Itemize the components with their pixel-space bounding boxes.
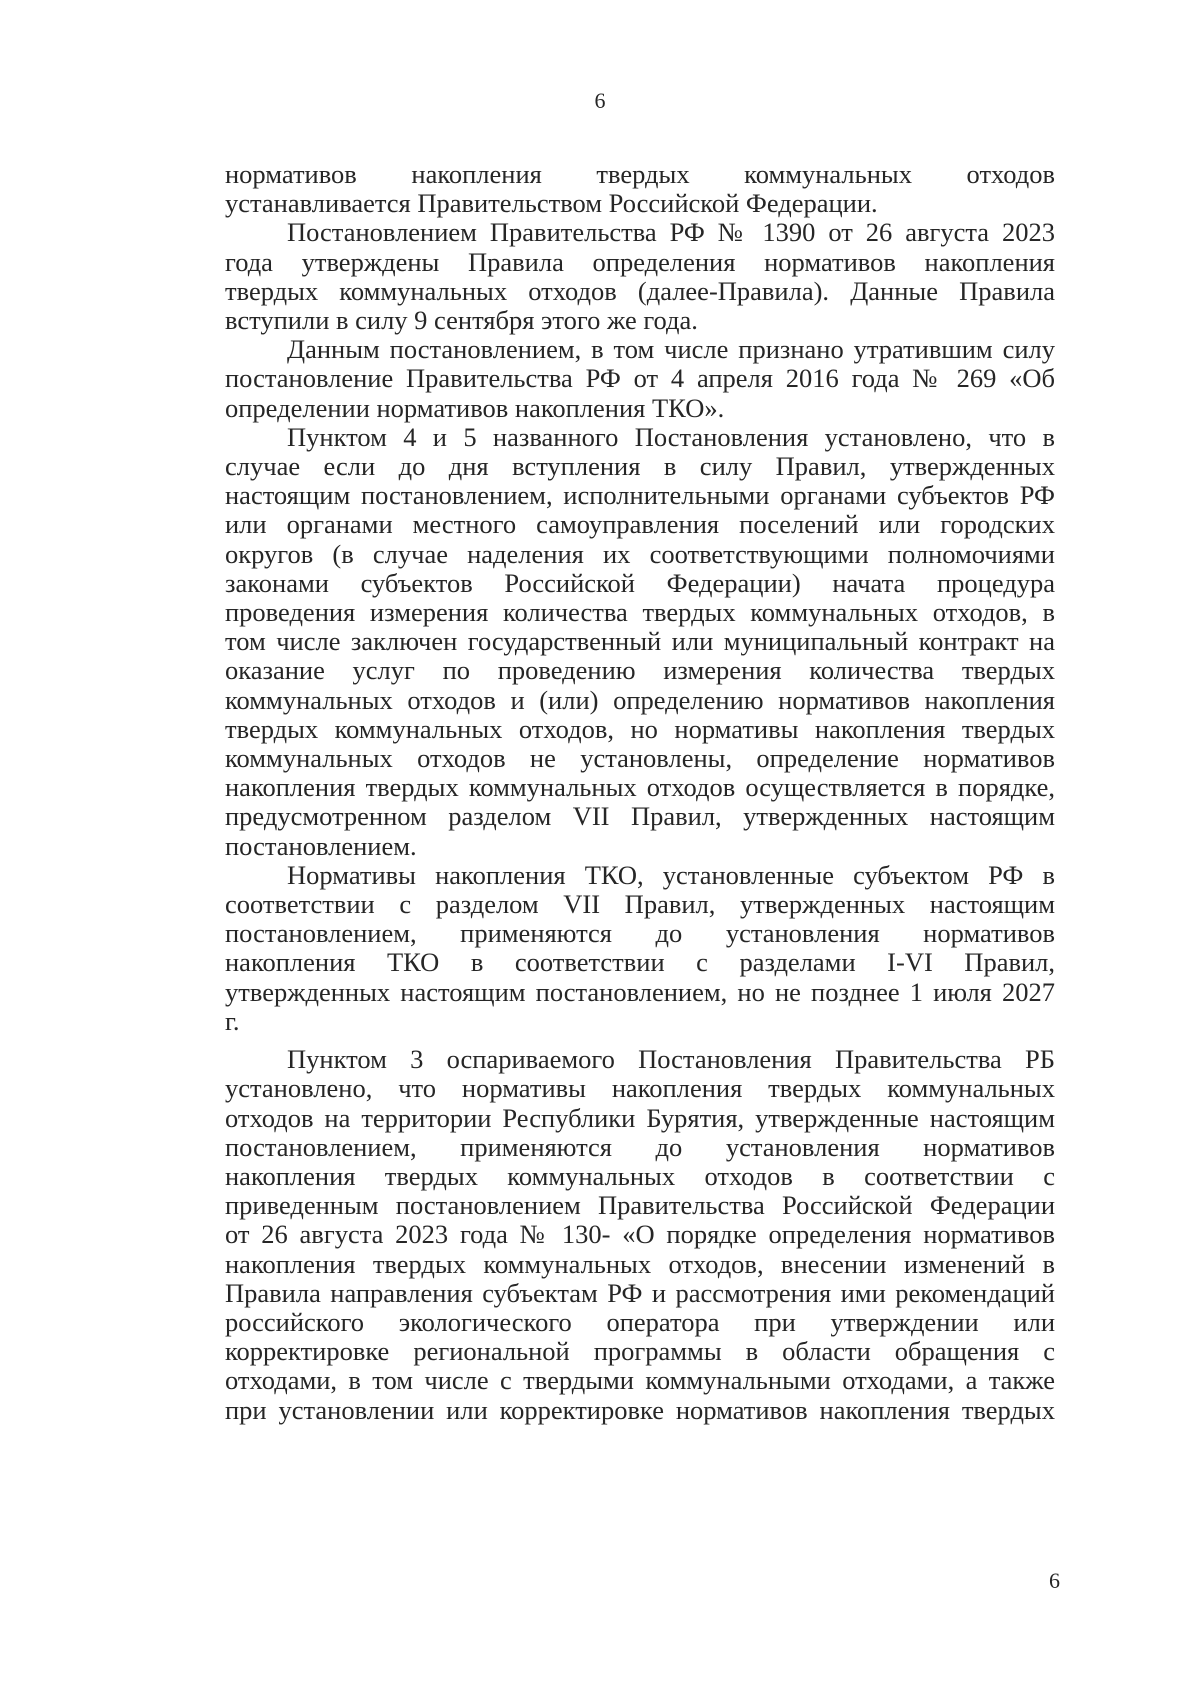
body-line: отходами, в том числе с твердыми коммунальными отходами, а также [225, 1365, 1055, 1396]
body-line: Пунктом 3 оспариваемого Постановления Правительства РБ [287, 1044, 1055, 1075]
body-line: или органами местного самоуправления поселений или городских [225, 509, 1055, 540]
body-line: российского экологического оператора при утверждении или [225, 1306, 1055, 1337]
body-line: накопления твердых коммунальных отходов осуществляется в порядке, [225, 772, 1055, 803]
body-line: предусмотренном разделом VII Правил, утвержденных настоящим [225, 801, 1055, 832]
body-line: постановлением. [225, 830, 417, 861]
body-line: накопления ТКО в соответствии с разделами I-VI Правил, [225, 947, 1055, 978]
body-line: твердых коммунальных отходов (далее-Правила). Данные Правила [225, 275, 1055, 306]
body-line: постановление Правительства РФ от 4 апреля 2016 года № 269 «Об [225, 363, 1055, 394]
body-line: проведения измерения количества твердых коммунальных отходов, в [225, 597, 1055, 628]
body-line: соответствии с разделом VII Правил, утвержденных настоящим [225, 889, 1055, 920]
body-line: том числе заключен государственный или муниципальный контракт на [225, 626, 1055, 657]
page-number-bottom: 6 [1049, 1568, 1060, 1593]
body-line: постановлением, применяются до установления нормативов [225, 1131, 1055, 1162]
body-line: установлено, что нормативы накопления твердых коммунальных [225, 1073, 1055, 1104]
body-line: устанавливается Правительством Российской Федерации. [225, 188, 878, 219]
page-number-top: 6 [594, 88, 606, 113]
body-line: настоящим постановлением, исполнительными органами субъектов РФ [225, 480, 1055, 511]
body-line: Постановлением Правительства РФ № 1390 от 26 августа 2023 [287, 217, 1055, 248]
body-line: нормативов накопления твердых коммунальных отходов [225, 159, 1055, 189]
body-line: Данным постановлением, в том числе признано утратившим силу [287, 334, 1055, 365]
body-line: вступили в силу 9 сентября этого же года. [225, 305, 698, 336]
document-body [225, 160, 1055, 1425]
body-line: Нормативы накопления ТКО, установленные субъектом РФ в [287, 859, 1055, 890]
body-line: отходов на территории Республики Бурятия, утвержденные настоящим [225, 1102, 1055, 1133]
body-line: корректировке региональной программы в области обращения с [225, 1336, 1055, 1367]
body-line: случае если до дня вступления в силу Правил, утвержденных [225, 451, 1055, 482]
body-line: определении нормативов накопления ТКО». [225, 392, 725, 423]
body-line: твердых коммунальных отходов, но нормативы накопления твердых [225, 713, 1055, 744]
body-line: от 26 августа 2023 года № 130- «О порядке определения нормативов [225, 1219, 1055, 1250]
body-line: постановлением, применяются до установления нормативов [225, 918, 1055, 949]
body-line: Пунктом 4 и 5 названного Постановления установлено, что в [287, 421, 1055, 452]
body-line: накопления твердых коммунальных отходов в соответствии с [225, 1160, 1055, 1191]
body-line: коммунальных отходов не установлены, определение нормативов [225, 743, 1055, 774]
body-line: приведенным постановлением Правительства Российской Федерации [225, 1190, 1055, 1221]
body-line: коммунальных отходов и (или) определению нормативов накопления [225, 684, 1055, 715]
body-line: года утверждены Правила определения нормативов накопления [225, 246, 1055, 277]
body-line: округов (в случае наделения их соответствующими полномочиями [225, 538, 1055, 569]
body-line: оказание услуг по проведению измерения количества твердых [225, 655, 1055, 686]
body-line: законами субъектов Российской Федерации) начата процедура [225, 567, 1055, 598]
body-line: накопления твердых коммунальных отходов, внесении изменений в [225, 1248, 1055, 1279]
body-line: г. [225, 1005, 240, 1036]
body-line: утвержденных настоящим постановлением, но не позднее 1 июля 2027 [225, 976, 1055, 1007]
body-line: Правила направления субъектам РФ и рассмотрения ими рекомендаций [225, 1277, 1055, 1308]
body-line: при установлении или корректировке нормативов накопления твердых [225, 1394, 1055, 1425]
